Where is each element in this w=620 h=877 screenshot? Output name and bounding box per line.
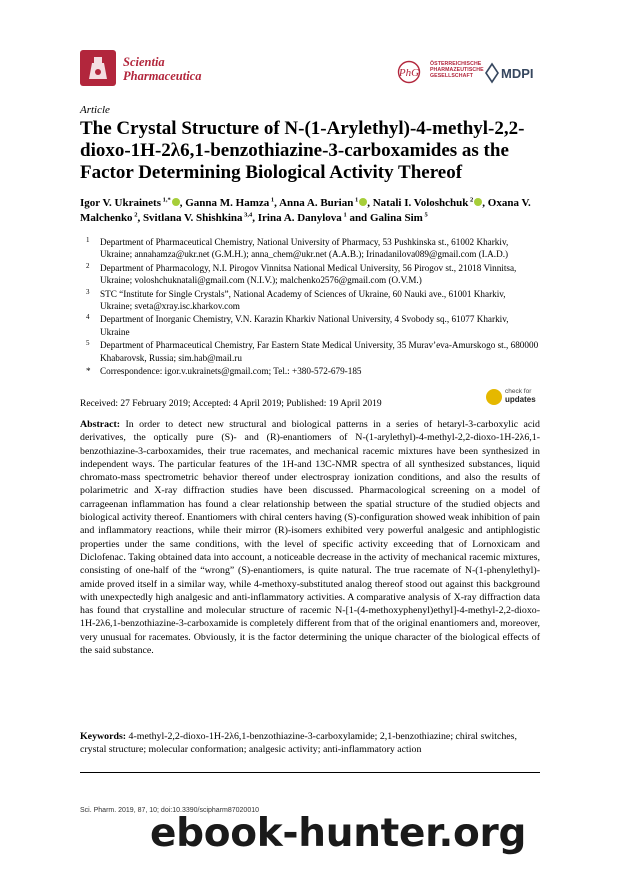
journal-name-line2: Pharmaceutica — [123, 69, 202, 83]
affiliation-text: Department of Pharmaceutical Chemistry, National University of Pharmacy, 53 Pushkinska st., 61002 Kharkiv, Ukraine; annahamza@ukr.net (G.M.H.); anna_chem@ukr.net (A.A.B.); Irinadanilova089@gmail.com (I.A.D.) — [100, 237, 509, 260]
affiliation-text: Department of Pharmaceutical Chemistry, Far Eastern State Medical University, 35 Murav’eva-Amurskogo st., 680000 Khabarovsk, Russia; sim.hab@mail.ru — [100, 340, 539, 363]
author[interactable] — [279, 197, 367, 209]
society-line2: PHARMAZEUTISCHE — [430, 67, 484, 73]
check-updates-line2: updates — [505, 394, 536, 404]
author[interactable] — [370, 212, 428, 224]
affiliation-number: 5 — [86, 339, 90, 348]
author-list: Igor V. Ukrainets $^{1,*}$ , Ganna M. Hamza $^1$, Anna A. Burian $^1$ , Natali I. Voloshchuk $^2$ , Oxana V. Malchenko $^2$, Svitlana V. Shishkina $^{3,4}$, Irina A. Danylova $^1$ and Galina Sim $^5$ — [80, 196, 531, 224]
society-line1: ÖSTERREICHISCHE — [430, 61, 482, 67]
author-affiliation-ref: 3,4 — [242, 211, 253, 219]
mdpi-logo — [484, 62, 540, 84]
watermark: ebook-hunter.org — [150, 811, 527, 856]
author-name: Irina A. Danylova — [257, 212, 342, 224]
affiliation-item — [80, 236, 540, 261]
check-for-updates-badge[interactable] — [486, 387, 542, 409]
affiliation-number: 3 — [86, 287, 90, 296]
affiliations — [80, 236, 540, 378]
author-affiliation-ref: 2 — [132, 211, 138, 219]
article-type: Article — [80, 104, 110, 116]
affiliation-number: 2 — [86, 261, 90, 270]
author-affiliation-ref: 1,* — [161, 196, 171, 204]
affiliation-item — [80, 288, 540, 313]
author[interactable] — [143, 212, 252, 224]
orcid-icon[interactable] — [359, 198, 367, 206]
affiliation-text: STC “Institute for Single Crystals”, National Academy of Sciences of Ukraine, 60 Nauki ave., 61001 Kharkiv, Ukraine; sveta@xray.isc.kharkov.com — [100, 288, 506, 312]
abstract-text: In order to detect new structural and biological patterns in a series of hetaryl-3-carboxylic acid derivatives, the optically pure (S)- and (R)-enantiomers of N-(1-arylethyl)-4-methyl-2,2-dioxo-1H-2λ6,1-benzothiazine-3-carboxamides, their true racemates, and mechanical racemic mixtures have been synthesized in independent ways. The particular features of the 1H-and 13C-NMR spectra of all synthesized substances, liquid chromato-mass spectrometric behavior thereof under electrospray ionization conditions, and also the results of polarimetric and X-ray diffraction studies have been discussed. Pharmacological screening on a model of carrageenan inflammation has found a clear relationship between the spatial structure of the studied objects and biological activity thereof. Enantiomers with chiral centers having (S)-configuration showed weak inhibition of pain and inflammatory reactions, while their mirror (R)-isomers exhibited very powerful analgesic and antiphlogistic properties under the same conditions, with the level of specific activity exceeding that of Lornoxicam and Diclofenac. Taking obtained data into account, a noticeable decrease in the activity of mechanical racemic mixtures, consisting of one-half of the “wrong” (S)-enantiomers, is quite natural. The true racemate of N-(1-phenylethyl)-amide proved itself in a similar way, while 4-methoxy-substituted analog thereof stood out against this background with unexpectedly high analgesic and anti-inflammatory activities. A comparative analysis of X-ray diffraction data has found that crystalline and molecular structure of racemic N-[1-(4-methoxyphenyl)ethyl]-4-methyl-2,2-dioxo-1H-2λ6,1-benzothiazine-3-carboxamide is completely different from that of the original enantiomers and, moreover, very unusual for racemates. Obviously, it is the factor determining the unique character of the biological effects of the said substance. — [80, 419, 540, 657]
footer-citation: Sci. Pharm. 2019, 87, 10; doi:10.3390/scipharm87020010 — [80, 807, 260, 814]
journal-name — [123, 55, 201, 83]
affiliation-text: Correspondence: igor.v.ukrainets@gmail.com; Tel.: +380-572-679-185 — [100, 366, 362, 377]
keywords-label: Keywords: — [80, 731, 127, 742]
publisher-name: MDPI — [501, 66, 534, 81]
paper-title — [80, 118, 540, 184]
author[interactable] — [80, 197, 180, 209]
check-updates-icon — [486, 389, 502, 405]
author-affiliation-ref: 2 — [468, 196, 474, 204]
author-affiliation-ref: 1 — [353, 196, 359, 204]
author-name: Galina Sim — [369, 212, 423, 224]
author-affiliation-ref: 1 — [269, 196, 275, 204]
affiliation-item — [80, 365, 540, 377]
affiliation-number: 1 — [86, 236, 90, 244]
phg-logo-icon — [395, 60, 423, 84]
publication-dates: Received: 27 February 2019; Accepted: 4 April 2019; Published: 19 April 2019 — [80, 399, 382, 409]
affiliation-item — [80, 262, 540, 287]
orcid-icon[interactable] — [474, 198, 482, 206]
svg-text:PhG: PhG — [398, 67, 420, 79]
affiliation-text: Department of Pharmacology, N.I. Pirogov Vinnitsa National Medical University, 56 Pirogov st., 21018 Vinnitsa, Ukraine; voloshchuknatali@gmail.com (N.I.V.); malchenko2576@gmail.com (O.V.M.) — [100, 262, 517, 286]
orcid-icon[interactable] — [172, 198, 180, 206]
title-text: The Crystal Structure of N-(1-Arylethyl)-4-methyl-2,2-dioxo-1H-2λ6,1-benzothiazine-3-carboxamides as the Factor Determining Biological Activity Thereof — [80, 118, 525, 183]
author-name: Igor V. Ukrainets — [80, 197, 161, 209]
society-name — [430, 61, 484, 79]
affiliation-item — [80, 339, 540, 364]
journal-name-line1: Scientia — [123, 55, 165, 69]
author-affiliation-ref: 1 — [341, 211, 347, 219]
author-name: Oxana V. Malchenko — [80, 197, 531, 224]
author-name: Natali I. Voloshchuk — [372, 197, 469, 209]
author-name: Ganna M. Hamza — [185, 197, 270, 209]
author[interactable] — [185, 197, 274, 209]
affiliation-number: 4 — [86, 313, 90, 322]
check-updates-line1: check for — [505, 388, 532, 395]
keywords — [80, 730, 540, 757]
affiliation-item — [80, 313, 540, 338]
keywords-text: 4-methyl-2,2-dioxo-1H-2λ6,1-benzothiazine-3-carboxylamide; 2,1-benzothiazine; chiral switches, crystal structure; molecular conformation; analgesic activity; anti-inflammatory action — [80, 731, 517, 756]
author-name: Anna A. Burian — [279, 197, 354, 209]
abstract — [80, 418, 540, 657]
society-line3: GESELLSCHAFT — [430, 73, 473, 79]
divider — [80, 772, 540, 773]
affiliation-text: Department of Inorganic Chemistry, V.N. Karazin Kharkiv National University, 4 Svobody sq., 61077 Kharkiv, Ukraine — [100, 314, 509, 337]
journal-logo — [80, 50, 116, 86]
abstract-label: Abstract: — [80, 419, 121, 430]
author[interactable] — [258, 212, 347, 224]
author-name: Svitlana V. Shishkina — [142, 212, 243, 224]
author[interactable] — [373, 197, 483, 209]
author-affiliation-ref: 5 — [422, 211, 428, 219]
affiliation-number: * — [86, 366, 91, 377]
